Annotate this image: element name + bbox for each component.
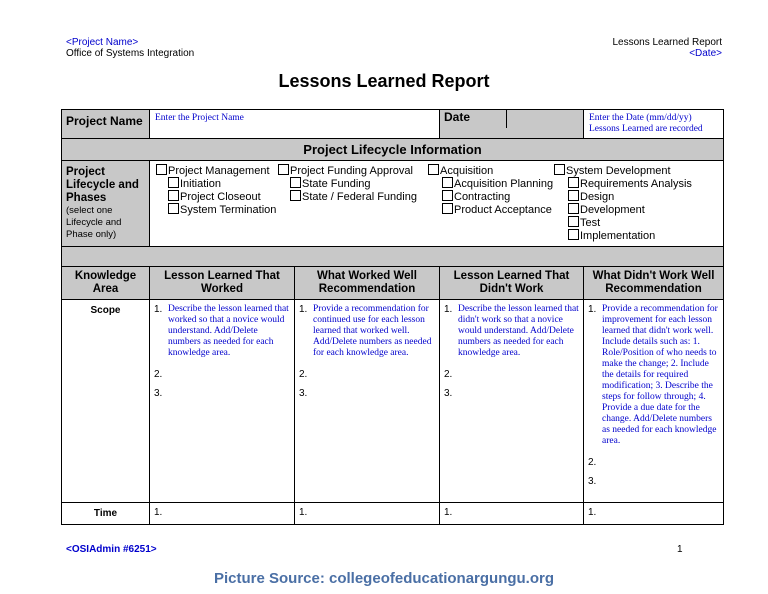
scope-didnt-work-recommendation[interactable]: 1. Provide a recommendation for improvement for each lesson learned that didn't work well. Include details such as: 1. Role/Position of who needs to make the change; 2. Include the details for required modification; 3. Describe the steps for follow through; 4. Provide a due date for the change. Add/Delete numbers as needed for each knowledge area. 2. 3. — [584, 300, 724, 503]
date-label: Date — [440, 110, 584, 139]
checkbox-icon — [568, 216, 579, 227]
checkbox-requirements-analysis[interactable]: Requirements Analysis — [568, 177, 692, 190]
time-didnt-work-recommendation[interactable]: 1. — [584, 503, 724, 525]
project-name-label: Project Name — [62, 110, 150, 139]
col-lesson-didnt-work: Lesson Learned That Didn't Work — [440, 267, 584, 300]
footer-doc-id: <OSIAdmin #6251> — [66, 544, 157, 555]
checkbox-project-closeout[interactable]: Project Closeout — [168, 190, 261, 203]
checkbox-product-acceptance[interactable]: Product Acceptance — [442, 203, 552, 216]
checkbox-icon — [568, 177, 579, 188]
time-lesson-didnt-work[interactable]: 1. — [440, 503, 584, 525]
page-title: Lessons Learned Report — [278, 71, 490, 91]
col-worked-recommendation: What Worked Well Recommendation — [295, 267, 440, 300]
checkbox-icon — [554, 164, 565, 175]
checkbox-project-funding-approval[interactable]: Project Funding Approval — [278, 164, 413, 177]
spacer-row — [62, 247, 724, 267]
time-lesson-worked[interactable]: 1. — [150, 503, 295, 525]
lifecycle-sublabel: (select one Lifecycle and Phase only) — [66, 205, 122, 240]
checkbox-implementation[interactable]: Implementation — [568, 229, 655, 242]
checkbox-test[interactable]: Test — [568, 216, 600, 229]
col-didnt-work-recommendation: What Didn't Work Well Recommendation — [584, 267, 724, 300]
checkbox-system-development[interactable]: System Development — [554, 164, 671, 177]
header-office: Office of Systems Integration — [66, 48, 195, 59]
checkbox-icon — [442, 190, 453, 201]
checkbox-icon — [442, 177, 453, 188]
header-date: <Date> — [689, 48, 722, 59]
checkbox-icon — [278, 164, 289, 175]
lessons-learned-form — [61, 109, 724, 525]
scope-lesson-worked[interactable]: 1. Describe the lesson learned that worked so that a novice would understand. Add/Delete numbers as needed for each knowledge area. 2. 3. — [150, 300, 295, 503]
col-knowledge-area: Knowledge Area — [62, 267, 150, 300]
scope-lesson-didnt-work[interactable]: 1. Describe the lesson learned that didn't work so that a novice would understand. Add/Delete numbers as needed for each knowledge area. 2. 3. — [440, 300, 584, 503]
lifecycle-options — [150, 161, 724, 247]
date-field[interactable]: Enter the Date (mm/dd/yy) Lessons Learned are recorded — [584, 110, 724, 139]
checkbox-contracting[interactable]: Contracting — [442, 190, 510, 203]
checkbox-acquisition-planning[interactable]: Acquisition Planning — [442, 177, 553, 190]
checkbox-icon — [568, 229, 579, 240]
checkbox-icon — [168, 190, 179, 201]
col-lesson-worked: Lesson Learned That Worked — [150, 267, 295, 300]
checkbox-icon — [290, 190, 301, 201]
checkbox-icon — [568, 203, 579, 214]
checkbox-system-termination[interactable]: System Termination — [168, 203, 276, 216]
time-worked-recommendation[interactable]: 1. — [295, 503, 440, 525]
checkbox-icon — [156, 164, 167, 175]
header-report-name: Lessons Learned Report — [612, 37, 722, 48]
checkbox-state-federal-funding[interactable]: State / Federal Funding — [290, 190, 417, 203]
checkbox-icon — [442, 203, 453, 214]
area-scope: Scope — [62, 300, 150, 503]
scope-worked-recommendation[interactable]: 1. Provide a recommendation for continued use for each lesson learned that worked well. Add/Delete numbers as needed for each knowledge area. 2. 3. — [295, 300, 440, 503]
checkbox-state-funding[interactable]: State Funding — [290, 177, 371, 190]
header-project-name: <Project Name> — [66, 37, 139, 48]
checkbox-acquisition[interactable]: Acquisition — [428, 164, 493, 177]
checkbox-icon — [568, 190, 579, 201]
checkbox-icon — [428, 164, 439, 175]
picture-source: Picture Source: collegeofeducationargungu.org — [213, 570, 555, 587]
checkbox-icon — [168, 203, 179, 214]
checkbox-icon — [290, 177, 301, 188]
area-time: Time — [62, 503, 150, 525]
checkbox-initiation[interactable]: Initiation — [168, 177, 221, 190]
checkbox-project-management[interactable]: Project Management — [156, 164, 270, 177]
checkbox-development[interactable]: Development — [568, 203, 645, 216]
checkbox-icon — [168, 177, 179, 188]
footer-page-number: 1 — [677, 544, 683, 555]
lifecycle-section-title: Project Lifecycle Information — [62, 139, 724, 161]
project-name-field[interactable]: Enter the Project Name — [150, 110, 440, 139]
checkbox-design[interactable]: Design — [568, 190, 614, 203]
lifecycle-label: Project Lifecycle and Phases (select one Lifecycle and Phase only) — [62, 161, 150, 247]
